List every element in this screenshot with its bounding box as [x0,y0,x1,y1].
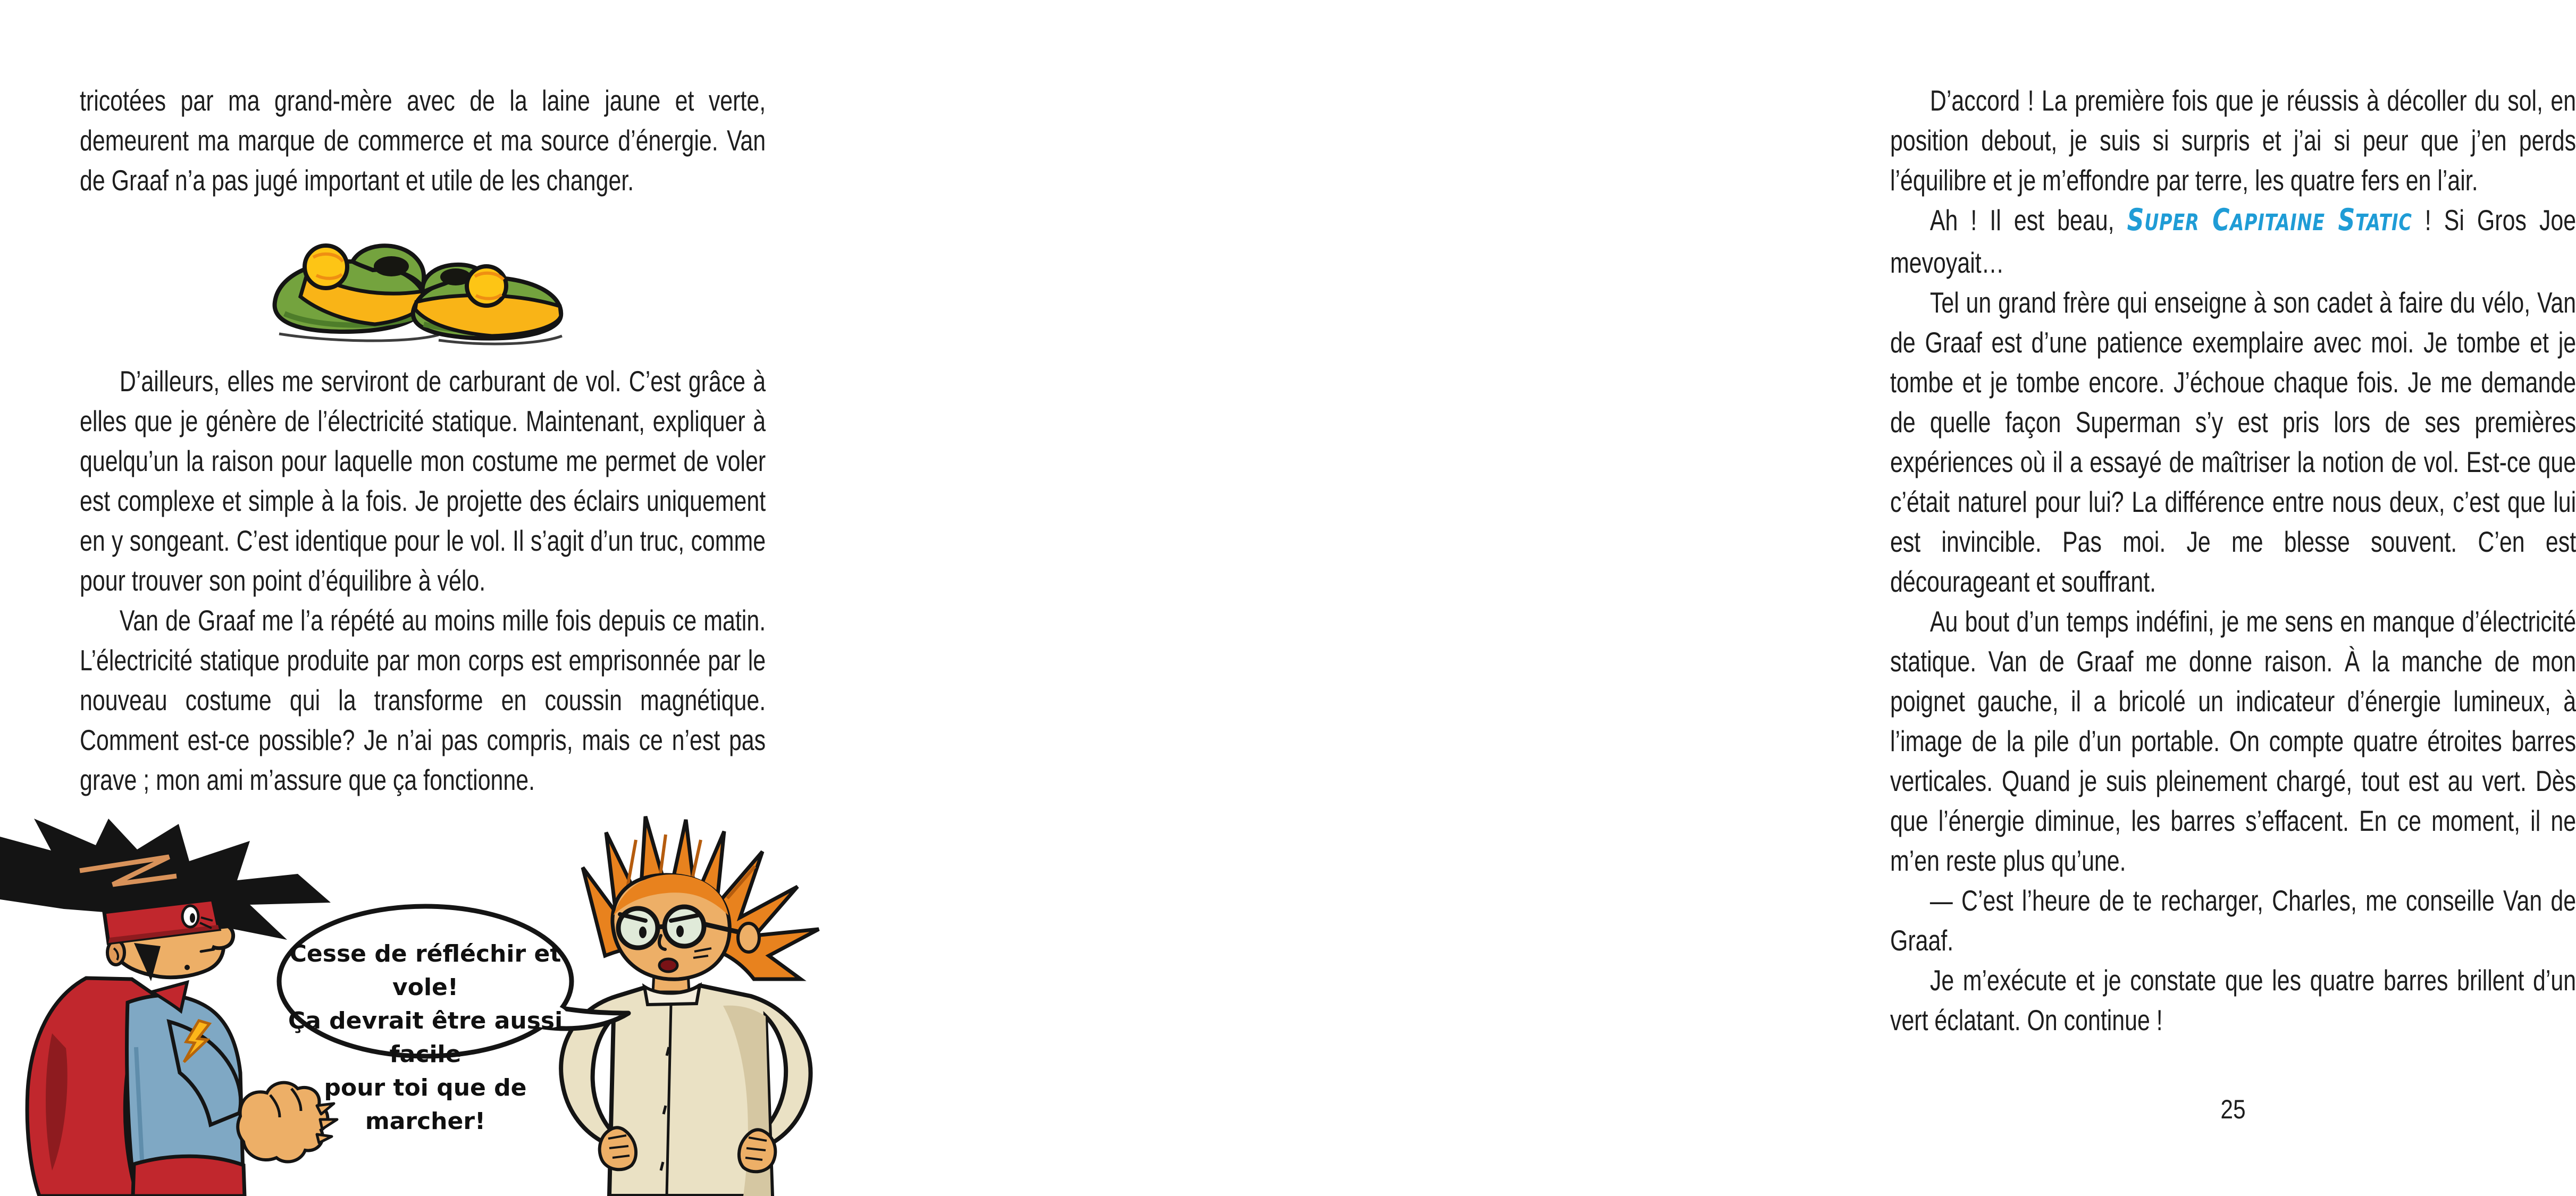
paragraph: D’ailleurs, elles me serviront de carburant de vol. C’est grâce à elles que je génère de l’électricité statique. Maintenant, expliquer à quelqu’un la raison pour laquelle mon costume me permet de voler est complexe et simple à la fois. Je projette des éclairs uniquement en y songeant. C’est identique pour le vol. Il s’agit d’un truc, comme pour trouver son point d’équilibre à vélo. [80,365,766,597]
pompom-icon [305,246,347,288]
super-capitaine-static-logo: SUPER CAPITAINE STATIC [2127,203,2412,238]
left-page [0,0,877,1196]
paragraph: D’accord ! La première fois que je réussis à décoller du sol, en position debout, je suis si surpris et j’ai si peur que j’en perds l’équilibre et je m’effondre par terre, les quatre fers en l’air. [1890,84,2576,197]
speech-bubble-text [287,937,564,1138]
left-page-text-top [80,81,766,200]
mouth [659,959,677,972]
glasses-right-lens [665,907,704,946]
paragraph: Je m’exécute et je constate que les quatre barres brillent d’un vert éclatant. On continue ! [1890,964,2576,1037]
paragraph: Tel un grand frère qui enseigne à son cadet à faire du vélo, Van de Graaf est d’une patience exemplaire avec moi. Je tombe et je tombe et je tombe encore. J’échoue chaque fois. Je me demande de quelle façon Superman s’y est pris lors de ses premières expériences où il a essayé de maîtriser la notion de vol. Est-ce que c’était naturel pour lui? La différence entre nous deux, c’est que lui est invincible. Pas moi. Je me blesse souvent. C’en est décourageant et souffrant. [1890,286,2576,598]
bubble-line: pour toi que de marcher! [324,1074,527,1135]
left-fist [600,1127,636,1169]
paragraph: — C’est l’heure de te recharger, Charles, me conseille Van de Graaf. [1890,884,2576,957]
right-fist [739,1130,775,1172]
bubble-line: Ça devrait être aussi facile [288,1007,563,1068]
red-trunks [133,1156,245,1196]
page-number: 25 [2220,1094,2246,1124]
right-page-text [1890,81,2576,1040]
slippers-illustration [263,222,572,350]
bubble-line: Cesse de réfléchir et vole! [289,940,561,1001]
left-slipper [275,246,426,332]
van-de-graaf-figure [561,816,819,1196]
right-page [877,0,2576,1196]
slippers-icon [263,222,572,350]
paragraph: Au bout d’un temps indéfini, je me sens en manque d’électricité statique. Van de Graaf me donne raison. À la manche de mon poignet gauche, il a bricolé un indicateur d’énergie lumineux, à l’image de la pile d’un portable. On compte quatre étroites barres verticales. Quand je suis pleinement chargé, tout est au vert. Dès que l’énergie diminue, les barres s’effacent. En ce moment, il ne m’en reste plus qu’une. [1890,605,2576,877]
paragraph: Van de Graaf me l’a répété au moins mille fois depuis ce matin. L’électricité statique produite par mon corps est emprisonnée par le nouveau costume qui la transforme en coussin magnétique. Comment est-ce possible? Je n’ai pas compris, mais ce n’est pas grave ; mon ami m’assure que ça fonctionne. [80,604,766,796]
paragraph: tricotées par ma grand-mère avec de la laine jaune et verte, demeurent ma marque de commerce et ma source d’énergie. Van de Graaf n’a pas jugé important et utile de les changer. [80,84,766,197]
right-slipper [413,265,561,339]
ear [738,923,759,952]
left-page-text-bottom [80,361,766,800]
paragraph: Ah ! Il est beau, SUPER CAPITAINE STATIC ! Si Gros Joe mevoyait… [1890,203,2576,279]
